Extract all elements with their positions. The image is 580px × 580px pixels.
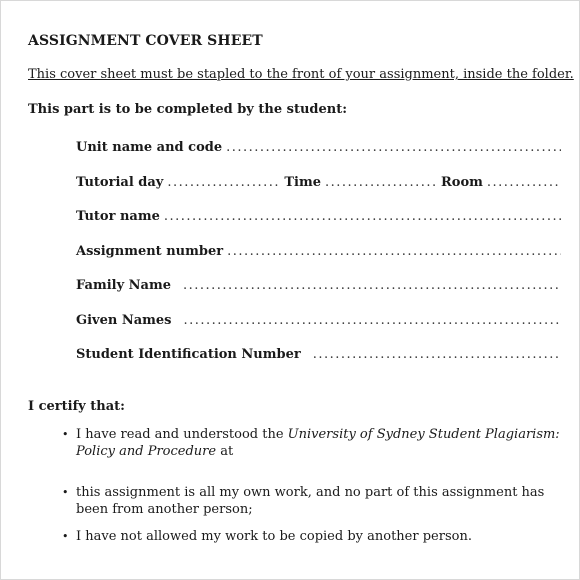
- tutor-name-fill-line[interactable]: [164, 209, 561, 227]
- bullet-icon: •: [62, 486, 69, 499]
- given-names-fill-line[interactable]: [184, 313, 562, 331]
- room-label: Room: [441, 175, 483, 190]
- given-names-label: Given Names: [76, 313, 172, 328]
- certification-text-suffix: at: [216, 443, 234, 459]
- assignment-number-field[interactable]: [76, 244, 561, 264]
- room-fill-line[interactable]: [487, 175, 561, 193]
- certification-item: [62, 485, 562, 518]
- student-id-field[interactable]: [76, 347, 561, 367]
- certification-text: [76, 427, 562, 460]
- student-id-label: Student Identification Number: [76, 347, 301, 362]
- given-names-field[interactable]: [76, 313, 561, 333]
- bullet-icon: •: [62, 428, 69, 441]
- student-section-heading: This part is to be completed by the student:: [28, 102, 348, 117]
- plagiarism-policy-title: University of Sydney Student Plagiarism: Policy and Procedure: [76, 427, 560, 459]
- student-id-fill-line[interactable]: [313, 347, 561, 365]
- unit-name-code-field[interactable]: [76, 140, 561, 160]
- assignment-number-fill-line[interactable]: [227, 244, 561, 262]
- certification-item: [62, 427, 562, 460]
- unit-name-code-fill-line[interactable]: [226, 140, 561, 158]
- tutor-name-field[interactable]: [76, 209, 561, 229]
- certification-text: this assignment is all my own work, and no part of this assignment has been from another person;: [76, 485, 545, 517]
- certification-item: [62, 529, 562, 546]
- certification-text: I have not allowed my work to be copied by another person.: [76, 529, 472, 544]
- time-label: Time: [284, 175, 321, 190]
- tutor-name-label: Tutor name: [76, 209, 160, 224]
- tutorial-day-label: Tutorial day: [76, 175, 164, 190]
- tutorial-schedule-field[interactable]: [76, 175, 561, 195]
- certification-text-prefix: I have read and understood the: [76, 427, 288, 442]
- family-name-field[interactable]: [76, 278, 561, 298]
- document-title: ASSIGNMENT COVER SHEET: [28, 33, 263, 49]
- family-name-label: Family Name: [76, 278, 171, 293]
- time-fill-line[interactable]: [325, 175, 437, 193]
- family-name-fill-line[interactable]: [183, 278, 561, 296]
- certify-heading: I certify that:: [28, 399, 125, 414]
- tutorial-day-fill-line[interactable]: [167, 175, 280, 193]
- bullet-icon: •: [62, 530, 69, 543]
- unit-name-code-label: Unit name and code: [76, 140, 223, 155]
- staple-notice: This cover sheet must be stapled to the front of your assignment, inside the folder.: [28, 67, 574, 82]
- assignment-number-label: Assignment number: [76, 244, 224, 259]
